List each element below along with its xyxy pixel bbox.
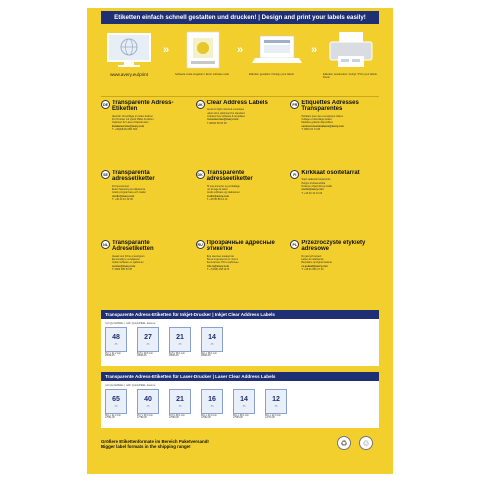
lang-line: Gratis software en sjablonen	[112, 261, 144, 265]
product-card[interactable]	[265, 389, 291, 419]
step-3-caption: Etiketten gestalten / Design your labels	[249, 73, 294, 76]
lang-title: Transparente adresseetiketter	[206, 170, 253, 183]
inkjet-header: Transparente Adress-Etiketten für Inkjet-Drucker | Inkjet Clear Address Labels	[101, 310, 379, 319]
lang-line: Helppo irrottaa arkilta	[301, 181, 326, 185]
lang-line: Для светлых конвертов	[206, 254, 234, 258]
lang-line: Бесплатное ПО и шаблоны	[206, 261, 239, 265]
lang-line: Modèles gratuits disponibles	[301, 121, 333, 125]
divider	[101, 96, 379, 97]
paper-recycle-icon: ♲	[359, 436, 373, 450]
lang-block-dk	[196, 170, 285, 236]
lang-line: Łatwe do odklejenia	[301, 258, 324, 262]
lang-email[interactable]: consumercare@avery.com	[206, 118, 239, 122]
lang-line: Collage et décollage faciles	[301, 118, 332, 122]
step-1	[101, 28, 157, 76]
label-size: 99.1 x 34.0 mm	[201, 415, 217, 417]
lang-line: Ideaal voor lichte enveloppen	[112, 254, 145, 258]
shipping-note	[101, 439, 301, 450]
label-count: 21	[176, 333, 184, 341]
lang-email[interactable]: serviceconsommateurs@avery.com	[301, 124, 344, 128]
label-size: 99.1 x 42.3 mm	[265, 415, 281, 417]
product-code: J8563-25	[169, 355, 179, 357]
label-sheet-icon	[175, 28, 231, 72]
lang-line: Parfaites pour des enveloppes claires	[301, 114, 344, 118]
lang-block-fi	[290, 170, 379, 236]
product-card[interactable]	[137, 389, 163, 419]
label-count: 48	[112, 333, 120, 341]
language-grid	[101, 100, 379, 306]
laser-printer-icon: ▭	[274, 403, 278, 408]
lang-phone: T: +45 80 88 12 14	[206, 198, 228, 201]
product-card[interactable]	[169, 389, 195, 419]
product-card[interactable]	[137, 327, 163, 357]
lang-line: Great for light coloured envelopes	[206, 108, 245, 112]
label-size: 45.7 x 21.2 mm	[105, 353, 121, 355]
lang-phone: T: +46 20 10 10 06	[301, 191, 323, 195]
label-size: 38.1 x 21.2 mm	[105, 415, 121, 417]
lang-email[interactable]: kundenservice@avery.com	[112, 124, 145, 128]
product-code: L7560-25	[169, 417, 179, 419]
lang-title: Transparenta adressetiketter	[112, 170, 155, 183]
shipping-note-de: Größere Etikettenformate im Bereich Paketversand!	[101, 439, 209, 444]
product-code: L7563-25	[233, 417, 243, 419]
laser-printer-icon: ▭	[114, 403, 118, 408]
language-badge: FR	[290, 100, 299, 109]
lang-phone: T: +46 20 10 10 06	[112, 198, 133, 201]
lang-line: Let at tage af arket	[206, 188, 228, 192]
laser-header: Transparente Adress-Etiketten für Laser-Drucker | Laser Clear Address Labels	[101, 372, 379, 381]
label-count: 27	[144, 333, 152, 341]
step-2	[175, 28, 231, 76]
computer-globe-icon	[101, 28, 157, 72]
lang-phone: T: 0800 94 74 08	[301, 128, 320, 131]
lang-title: Transparente Adress-Etiketten	[112, 100, 174, 113]
steps-row	[101, 28, 379, 92]
lang-phone: T: 08000 50 50 25	[206, 121, 227, 125]
lang-block-nl	[101, 240, 190, 306]
language-badge: UK	[196, 100, 205, 109]
lang-line: Ideal für Umschläge in hellen Farben	[112, 114, 153, 118]
laser-printer-icon: ▭	[146, 403, 150, 408]
language-badge: DK	[196, 170, 205, 179]
banner: Etiketten einfach schnell gestalten und drucken! | Design and print your labels easily!	[101, 11, 379, 24]
printer-icon	[323, 28, 379, 72]
lang-title: Transparante Adresetiketten	[112, 240, 154, 253]
lang-line: Für Drucker mit Quick PEEL Funktion	[112, 118, 154, 122]
lang-line: Sopii vaaleisiin kirjekuoriin	[301, 178, 331, 182]
label-count: 40	[144, 395, 152, 403]
lang-line: Легко отделяются от листа	[206, 258, 238, 262]
label-count: 12	[272, 395, 280, 403]
step-1-caption[interactable]: www.avery.eu/print	[110, 72, 148, 77]
product-sheet	[87, 8, 393, 474]
step-2-caption: Software-Code eingeben / Enter software code	[175, 73, 229, 76]
product-card[interactable]	[201, 327, 227, 357]
label-count: 14	[240, 395, 248, 403]
language-badge: DE	[101, 100, 110, 109]
step-4	[323, 28, 379, 79]
product-code: J8559-25	[105, 355, 115, 357]
lang-line: Includes free software & templates	[206, 115, 246, 118]
inkjet-note: mit QuickPEEL | with QuickPEEL feature	[105, 321, 156, 325]
product-code: L4772-25	[265, 417, 275, 419]
chevron-right-icon: »	[162, 44, 170, 56]
lang-block-se	[101, 170, 190, 236]
laser-products	[101, 372, 379, 428]
product-card[interactable]	[233, 389, 259, 419]
label-size: 63.5 x 38.1 mm	[169, 353, 185, 355]
product-card[interactable]	[105, 327, 131, 357]
lang-line: Gratis programvara och mallar	[112, 191, 146, 195]
laser-printer-icon: ▭	[242, 403, 246, 408]
lang-phone: T: 0800 095 53 95	[112, 268, 133, 271]
language-badge: PL	[290, 240, 299, 249]
chevron-right-icon: »	[310, 44, 318, 56]
laser-note: mit QuickPEEL | with QuickPEEL feature	[105, 383, 156, 387]
lang-title: Przezroczyste etykiety adresowe	[301, 240, 366, 253]
product-code: L7551-25	[105, 417, 115, 419]
label-size: 45.7 x 25.4 mm	[137, 415, 153, 417]
language-badge: FI	[290, 170, 299, 179]
lang-line: Do jasnych kopert	[301, 254, 322, 258]
lang-line: Gratis software og skabeloner	[206, 191, 240, 195]
recycle-icon: ♻	[337, 436, 351, 450]
inkjet-products	[101, 310, 379, 366]
label-count: 16	[208, 395, 216, 403]
language-badge: RU	[196, 240, 205, 249]
lang-title: Étiquettes Adresses Transparentes	[301, 100, 359, 113]
language-badge: SE	[101, 170, 110, 179]
lang-block-fr	[290, 100, 379, 166]
lang-phone: T: +49(0)8104 881 560	[112, 128, 138, 131]
lang-phone: T: +48 61 890 27 40	[301, 268, 324, 271]
lang-block-uk	[196, 100, 285, 166]
label-size: 99.1 x 38.1 mm	[201, 353, 217, 355]
lang-line: För ljusa kuvert	[112, 184, 130, 188]
lang-block-ru	[196, 240, 285, 306]
label-size: 63.5 x 29.6 mm	[137, 353, 153, 355]
label-size: 99.1 x 38.1 mm	[233, 415, 249, 417]
lang-block-pl	[290, 240, 379, 306]
label-count: 65	[112, 395, 120, 403]
lang-line: Eenvoudig te verwijderen	[112, 258, 141, 262]
lang-line: Ilmainen ohjelmisto ja mallit	[301, 185, 332, 188]
product-code: J8560-25	[137, 355, 147, 357]
laser-printer-icon: ▭	[210, 403, 214, 408]
label-size: 63.5 x 38.1 mm	[169, 415, 185, 417]
lang-email[interactable]: nordic@avery.com	[112, 194, 135, 198]
step-3	[249, 28, 305, 76]
chevron-right-icon: »	[236, 44, 244, 56]
lang-block-de	[101, 100, 190, 166]
inkjet-printer-icon: ▭	[178, 341, 182, 346]
lang-phone: T: +7(495) 258 1474	[206, 268, 230, 271]
lang-title: Clear Address Labels	[206, 100, 268, 106]
lang-line: Enkel hantering av etiketterna	[112, 188, 146, 192]
inkjet-printer-icon: ▭	[210, 341, 214, 346]
laptop-icon	[249, 28, 305, 72]
product-code: J8563-25	[201, 355, 211, 357]
laser-printer-icon: ▭	[178, 403, 182, 408]
product-code: L7780-25	[137, 417, 147, 419]
product-card[interactable]	[201, 389, 227, 419]
lang-email[interactable]: cs.poland@avery.com	[301, 264, 328, 268]
product-card[interactable]	[169, 327, 195, 357]
lang-email[interactable]: nordic@avery.com	[301, 188, 324, 192]
lang-title: Kirkkaat osoitetarrat	[301, 170, 360, 176]
lang-email[interactable]: info.ru@avery.com	[206, 264, 230, 268]
lang-title: Прозрачные адресные этикетки	[206, 240, 275, 253]
lang-line: Label sizes optimised for standard	[206, 111, 245, 115]
step-4-caption: Etiketten ausdrucken. Fertig! / Print your labels. Done!	[323, 73, 378, 80]
product-code: L7562-25	[201, 417, 211, 419]
language-badge: NL	[101, 240, 110, 249]
lang-line: Optimiert für Laser-/Inkjetdrucker	[112, 121, 149, 125]
label-count: 14	[208, 333, 216, 341]
label-count: 21	[176, 395, 184, 403]
lang-line: Bezpłatne oprogramowanie	[301, 261, 332, 265]
lang-email[interactable]: nordic@avery.com	[206, 194, 229, 198]
lang-line: Til lyse kuverter og emballage	[206, 184, 240, 188]
shipping-note-en: Bigger label formats in the shipping range!	[101, 444, 191, 450]
lang-email[interactable]: service@avery.com	[112, 264, 136, 268]
inkjet-printer-icon: ▭	[146, 341, 150, 346]
inkjet-printer-icon: ▭	[114, 341, 118, 346]
product-card[interactable]	[105, 389, 131, 419]
